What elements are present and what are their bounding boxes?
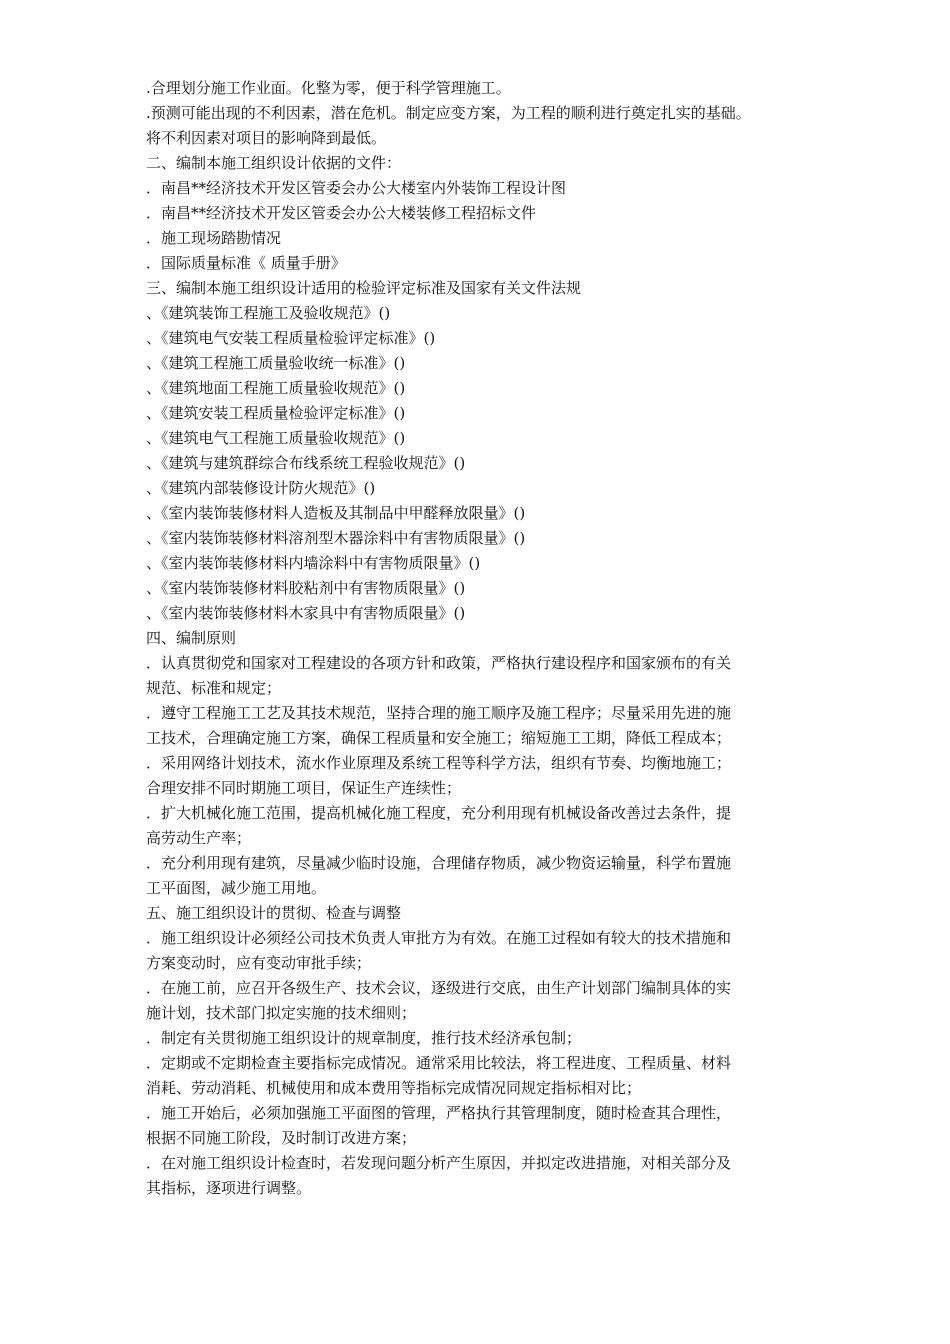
paragraph-line: ．在施工前，应召开各级生产、技术会议，逐级进行交底，由生产计划部门编制具体的实 [146,979,732,997]
paragraph-line: 根据不同施工阶段，及时制订改进方案； [146,1129,417,1147]
list-item: 、《建筑电气安装工程质量检验评定标准》() [146,329,436,347]
document-body [146,76,812,1201]
paragraph-line: 工平面图，减少施工用地。 [146,879,327,897]
paragraph-line: ．采用网络计划技术，流水作业原理及系统工程等科学方法，组织有节奏、均衡地施工； [146,754,732,772]
list-item: 、《建筑地面工程施工质量验收规范》() [146,379,406,397]
section-heading: 二、编制本施工组织设计依据的文件： [146,154,402,172]
list-item: 、《建筑与建筑群综合布线系统工程验收规范》() [146,454,466,472]
list-item: 、《室内装饰装修材料溶剂型木器涂料中有害物质限量》() [146,529,526,547]
list-item: 、《室内装饰装修材料胶粘剂中有害物质限量》() [146,579,466,597]
paragraph-line: 消耗、劳动消耗、机械使用和成本费用等指标完成情况同规定指标相对比； [146,1079,642,1097]
paragraph-line: 合理安排不同时期施工项目，保证生产连续性； [146,779,462,797]
paragraph-line: 其指标，逐项进行调整。 [146,1179,312,1197]
section-heading: 四、编制原则 [146,629,237,647]
paragraph-line: ．施工开始后，必须加强施工平面图的管理，严格执行其管理制度，随时检查其合理性， [146,1104,732,1122]
list-item: 、《建筑装饰工程施工及验收规范》() [146,304,391,322]
list-item: 、《建筑内部装修设计防火规范》() [146,479,376,497]
list-item: 、《建筑工程施工质量验收统一标准》() [146,354,406,372]
paragraph-line: ．在对施工组织设计检查时，若发现问题分析产生原因，并拟定改进措施，对相关部分及 [146,1154,732,1172]
list-item: 、《建筑安装工程质量检验评定标准》() [146,404,406,422]
section-heading: 五、施工组织设计的贯彻、检查与调整 [146,904,402,922]
paragraph-line: .预测可能出现的不利因素，潜在危机。制定应变方案，为工程的顺利进行奠定扎实的基础。 [146,104,751,122]
paragraph-line: ．充分利用现有建筑，尽量减少临时设施，合理储存物质，减少物资运输量，科学布置施 [146,854,732,872]
list-item: ．南昌**经济技术开发区管委会办公大楼室内外装饰工程设计图 [146,179,567,197]
paragraph-line: 工技术，合理确定施工方案，确保工程质量和安全施工；缩短施工工期，降低工程成本； [146,729,732,747]
list-item: 、《室内装饰装修材料木家具中有害物质限量》() [146,604,466,622]
paragraph-line: ．遵守工程施工工艺及其技术规范，坚持合理的施工顺序及施工程序；尽量采用先进的施 [146,704,732,722]
list-item: 、《室内装饰装修材料人造板及其制品中甲醛释放限量》() [146,504,526,522]
section-heading: 三、编制本施工组织设计适用的检验评定标准及国家有关文件法规 [146,279,582,297]
paragraph-line: .合理划分施工作业面。化整为零，便于科学管理施工。 [146,79,511,97]
paragraph-line: 方案变动时，应有变动审批手续； [146,954,372,972]
paragraph-line: 规范、标准和规定； [146,679,282,697]
paragraph-line: ．定期或不定期检查主要指标完成情况。通常采用比较法，将工程进度、工程质量、材料 [146,1054,732,1072]
paragraph-line: 将不利因素对项目的影响降到最低。 [146,129,387,147]
list-item: ．南昌**经济技术开发区管委会办公大楼装修工程招标文件 [146,204,537,222]
list-item: 、《建筑电气工程施工质量验收规范》() [146,429,406,447]
list-item: 、《室内装饰装修材料内墙涂料中有害物质限量》() [146,554,481,572]
paragraph-line: ．施工组织设计必须经公司技术负责人审批方为有效。在施工过程如有较大的技术措施和 [146,929,732,947]
paragraph-line: ．扩大机械化施工范围，提高机械化施工程度，充分利用现有机械设备改善过去条件，提 [146,804,732,822]
list-item: ．施工现场踏勘情况 [146,229,282,247]
paragraph-line: 高劳动生产率； [146,829,252,847]
paragraph-line: 施计划，技术部门拟定实施的技术细则； [146,1004,417,1022]
paragraph-line: ．认真贯彻党和国家对工程建设的各项方针和政策，严格执行建设程序和国家颁布的有关 [146,654,732,672]
list-item: ．国际质量标准《 质量手册》 [146,254,346,272]
paragraph-line: ．制定有关贯彻施工组织设计的规章制度，推行技术经济承包制； [146,1029,582,1047]
